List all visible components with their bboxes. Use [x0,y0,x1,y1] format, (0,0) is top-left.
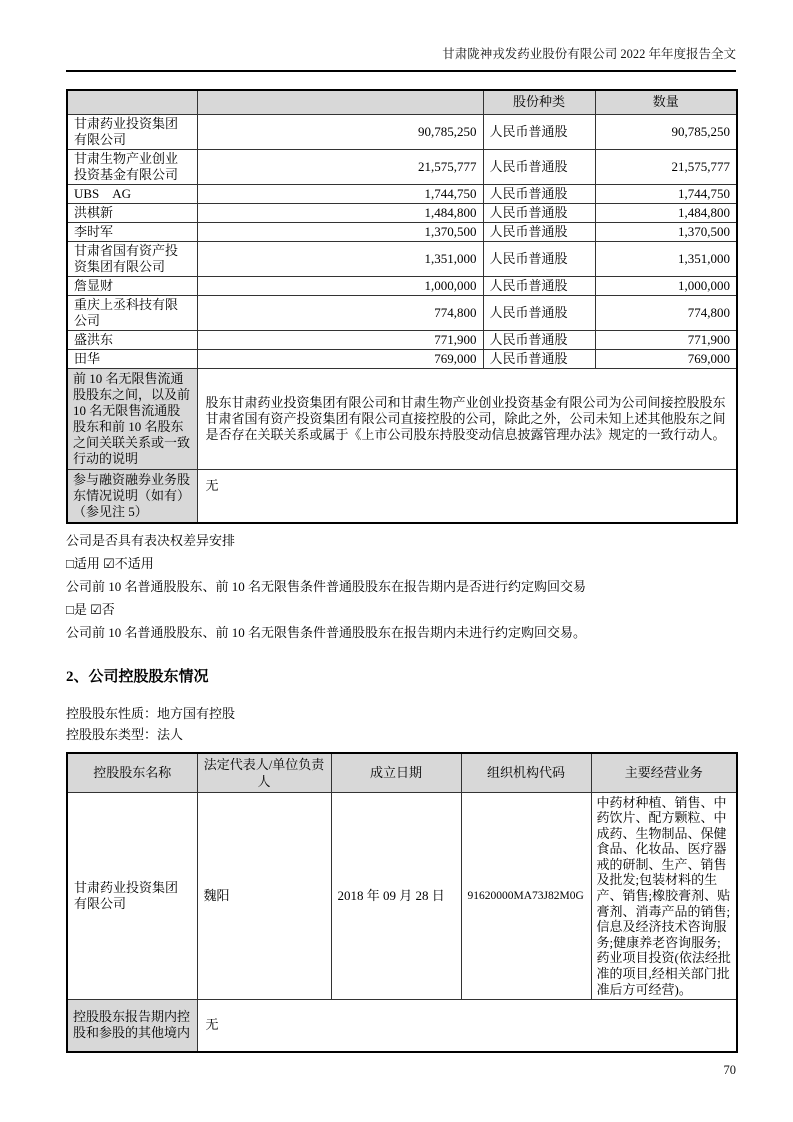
shareholder-name: 田华 [67,349,197,368]
margin-trading-note-row [67,469,737,523]
blank-header-cell [67,90,197,114]
share-quantity: 21,575,777 [595,149,737,184]
table-row [67,241,737,276]
share-quantity: 769,000 [595,349,737,368]
controller-other-holdings-label: 控股股东报告期内控股和参股的其他境内 [67,1000,197,1052]
voting-difference-checkboxes: □适用 ☑不适用 [66,555,154,571]
table-row [67,295,737,330]
table-row [67,222,737,241]
controller-other-holdings-content: 无 [197,1000,737,1052]
controlling-shareholder-table [66,752,738,1053]
share-quantity: 90,785,250 [595,114,737,149]
table-row [67,114,737,149]
legal-rep-header: 法定代表人/单位负责人 [197,753,331,793]
shareholder-name: UBS AG [67,184,197,203]
share-quantity: 1,000,000 [595,276,737,295]
shareholder-name: 重庆上丞科技有限公司 [67,295,197,330]
section-heading: 2、公司控股股东情况 [66,668,209,685]
business-header: 主要经营业务 [591,753,737,793]
controller-data-row [67,792,737,1000]
established-header: 成立日期 [331,753,461,793]
share-quantity: 1,484,800 [595,203,737,222]
relation-note-label: 前 10 名无限售流通股股东之间，以及前 10 名无限售流通股股东和前 10 名股东之间关联关系或一致行动的说明 [67,368,197,469]
shareholder-shares: 1,484,800 [197,203,483,222]
shareholder-name: 盛洪东 [67,330,197,349]
controller-bottom-row [67,1000,737,1052]
shareholder-shares: 1,351,000 [197,241,483,276]
share-quantity: 1,351,000 [595,241,737,276]
report-header-title: 甘肃陇神戎发药业股份有限公司 2022 年年度报告全文 [442,47,736,61]
share-type: 人民币普通股 [483,203,595,222]
shareholder-name: 甘肃生物产业创业投资基金有限公司 [67,149,197,184]
share-type: 人民币普通股 [483,295,595,330]
share-type-header: 股份种类 [483,90,595,114]
org-code-header: 组织机构代码 [461,753,591,793]
controller-org-code: 91620000MA73J82M0G [461,792,591,1000]
shareholder-shares: 771,900 [197,330,483,349]
controller-main-business: 中药材种植、销售、中药饮片、配方颗粒、中成药、生物制品、保健食品、化妆品、医疗器戒的研制、生产、销售及批发;包装材料的生产、销售;橡胶膏剂、贴膏剂、消毒产品的销售;信息及经济技术咨询服务;健康养老咨询服务;药业项目投资(依法经批准的项目,经相关部门批准后方可经营)。 [591,792,737,1000]
shareholder-shares: 1,000,000 [197,276,483,295]
share-quantity: 774,800 [595,295,737,330]
shareholder-shares: 774,800 [197,295,483,330]
shareholder-name: 李时军 [67,222,197,241]
header-divider [66,70,736,72]
repurchase-checkboxes: □是 ☑否 [66,601,115,617]
relation-note-content: 股东甘肃药业投资集团有限公司和甘肃生物产业创业投资基金有限公司为公司间接控股股东甘肃省国有资产投资集团有限公司直接控股的公司，除此之外，公司未知上述其他股东之间是否存在关联关系或属于《上市公司股东持股变动信息披露管理办法》规定的一致行动人。 [197,368,737,469]
share-type: 人民币普通股 [483,222,595,241]
shareholder-shares: 769,000 [197,349,483,368]
share-quantity: 1,370,500 [595,222,737,241]
controller-name: 甘肃药业投资集团有限公司 [67,792,197,1000]
share-type: 人民币普通股 [483,114,595,149]
shareholder-name: 詹显财 [67,276,197,295]
table-row [67,349,737,368]
top10-shareholders-table [66,89,738,524]
shareholder-name: 甘肃药业投资集团有限公司 [67,114,197,149]
controller-type-line: 控股股东类型：法人 [66,726,184,742]
shareholder-name: 甘肃省国有资产投资集团有限公司 [67,241,197,276]
table-row [67,184,737,203]
share-quantity: 771,900 [595,330,737,349]
share-type: 人民币普通股 [483,184,595,203]
share-quantity: 1,744,750 [595,184,737,203]
quantity-header: 数量 [595,90,737,114]
share-type: 人民币普通股 [483,241,595,276]
shareholder-name: 洪棋新 [67,203,197,222]
page-number: 70 [723,1062,736,1077]
share-type: 人民币普通股 [483,330,595,349]
table-row [67,276,737,295]
controller-established-date: 2018 年 09 月 28 日 [331,792,461,1000]
margin-note-content: 无 [197,469,737,523]
shareholder-shares: 1,370,500 [197,222,483,241]
margin-note-label: 参与融资融券业务股东情况说明（如有）（参见注 5） [67,469,197,523]
repurchase-question: 公司前 10 名普通股股东、前 10 名无限售条件普通股股东在报告期内是否进行约定购回交易 [66,578,587,594]
shareholder-shares: 21,575,777 [197,149,483,184]
shareholder-shares: 90,785,250 [197,114,483,149]
shareholder-shares: 1,744,750 [197,184,483,203]
controller-nature-line: 控股股东性质：地方国有控股 [66,705,236,721]
share-type: 人民币普通股 [483,149,595,184]
controller-name-header: 控股股东名称 [67,753,197,793]
table-row [67,330,737,349]
repurchase-statement: 公司前 10 名普通股股东、前 10 名无限售条件普通股股东在报告期内未进行约定购回交易。 [66,624,587,640]
voting-difference-question: 公司是否具有表决权差异安排 [66,532,236,548]
table-row [67,203,737,222]
share-type: 人民币普通股 [483,349,595,368]
table-header-row [67,90,737,114]
share-type: 人民币普通股 [483,276,595,295]
relation-note-row [67,368,737,469]
blank-header-cell [197,90,483,114]
table-row [67,149,737,184]
statements-block [66,533,736,641]
controller-table-header-row [67,753,737,793]
controller-legal-rep: 魏阳 [197,792,331,1000]
